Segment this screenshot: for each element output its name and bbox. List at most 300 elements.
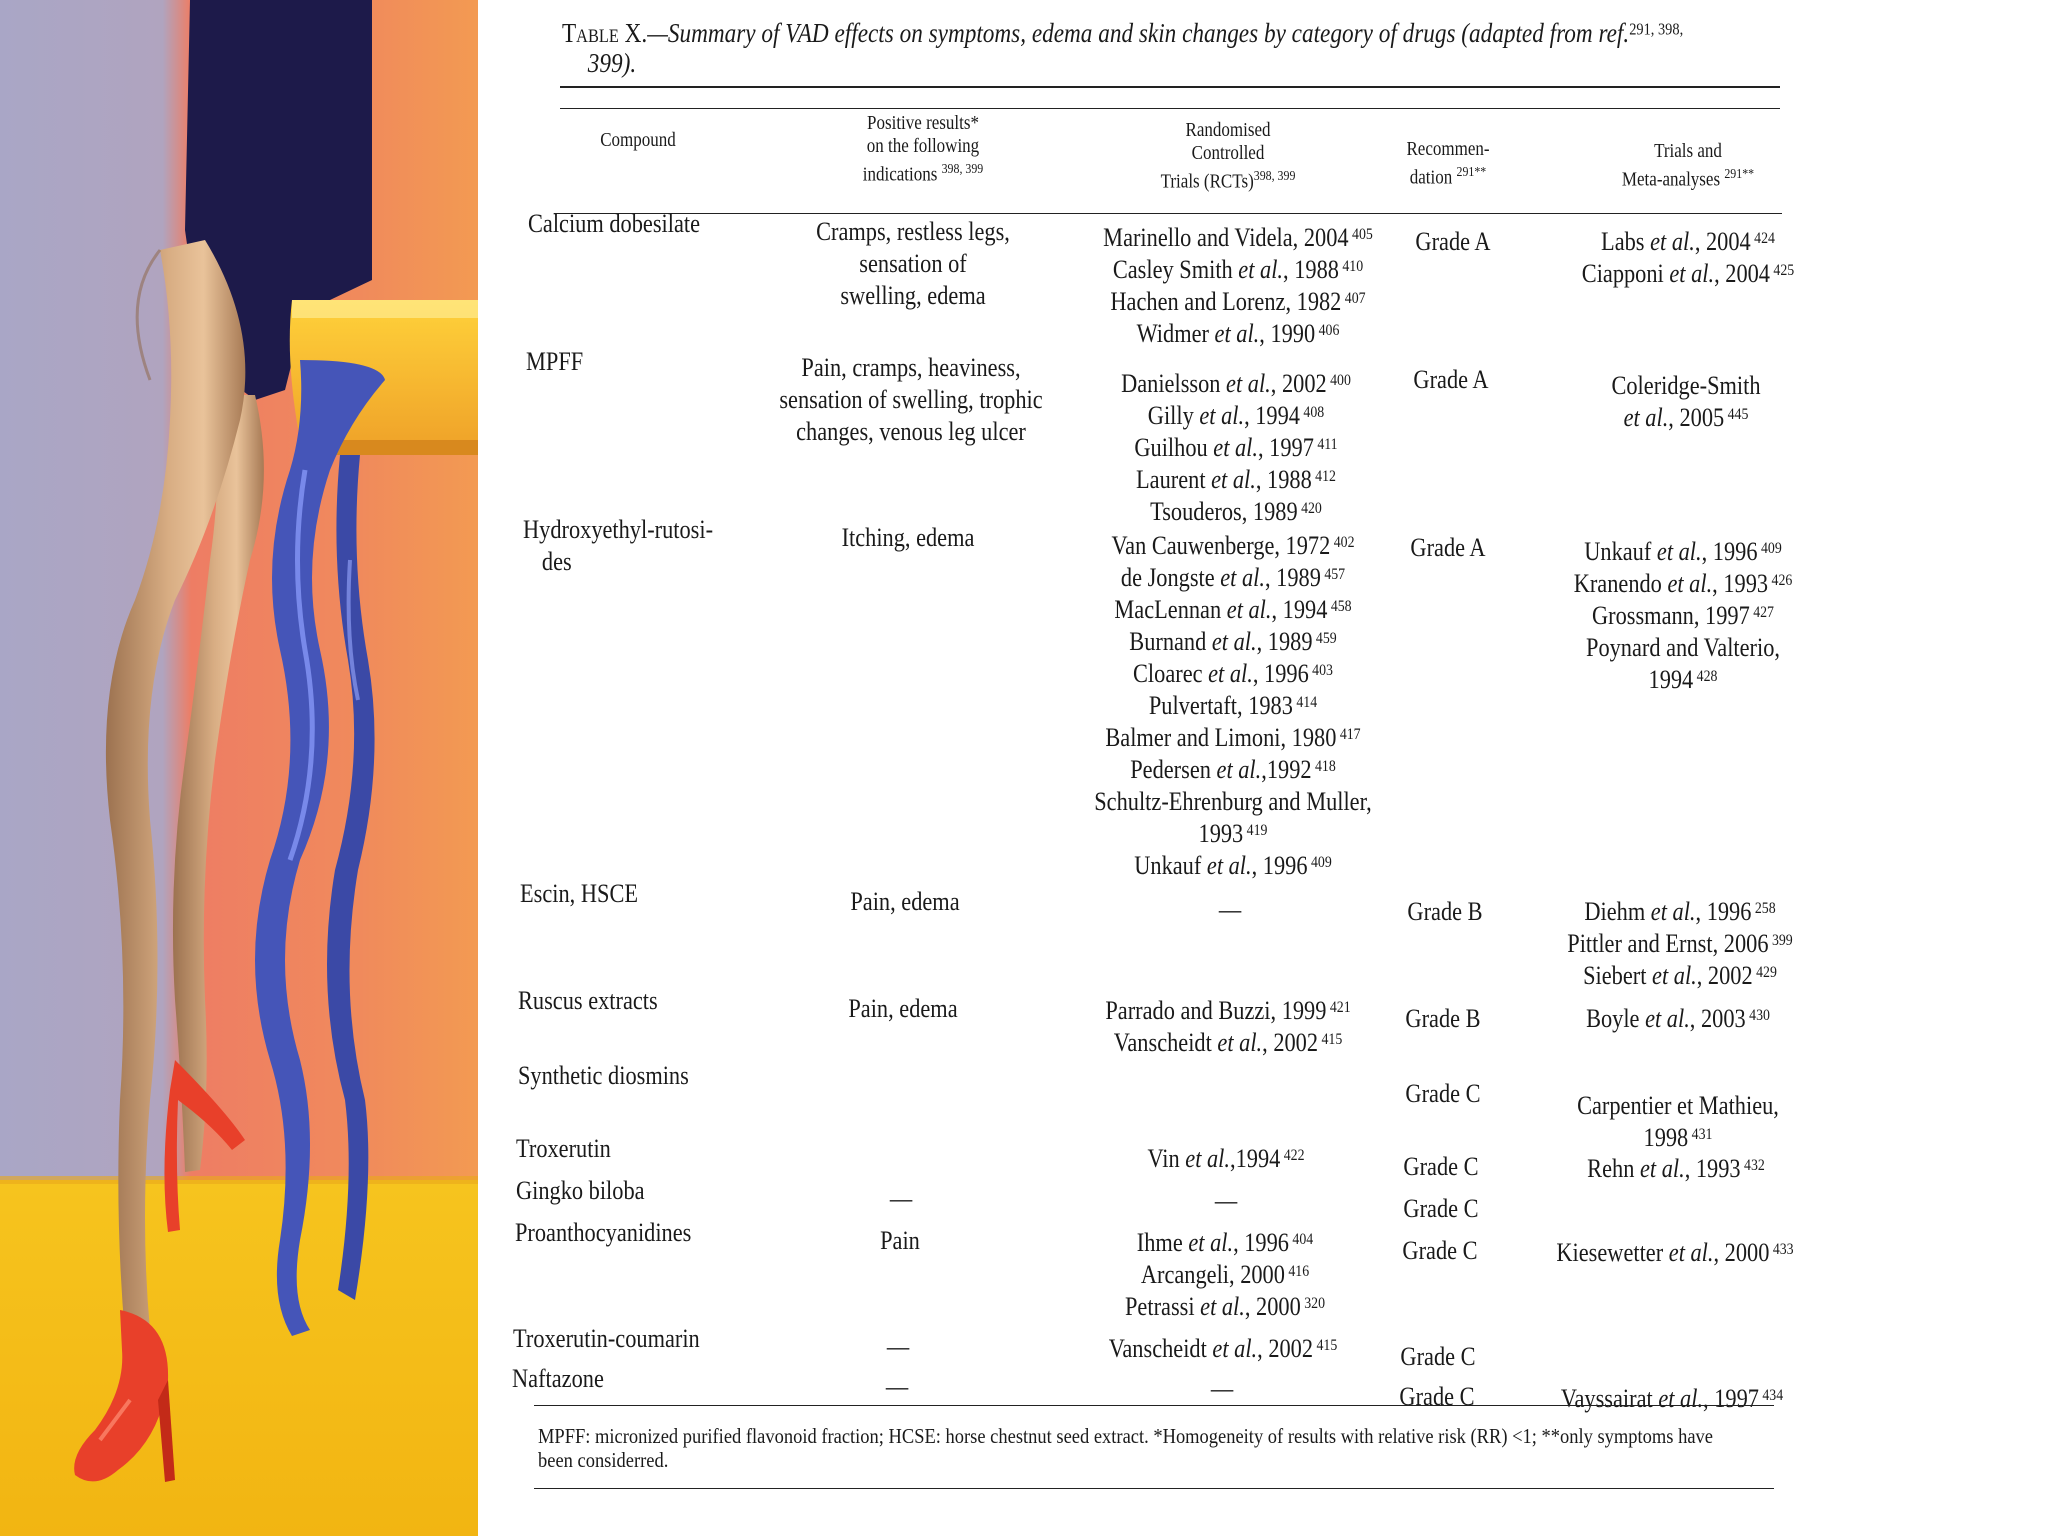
ref-author: — bbox=[1214, 1186, 1238, 1215]
table-footnote: MPFF: micronized purified flavonoid fraction; HCSE: horse chestnut seed extract. *Homogeneity of results with relative risk (RR) <1; **only symptoms have been considerred. bbox=[538, 1424, 1713, 1472]
ref-author: Pulvertaft bbox=[1148, 691, 1238, 720]
ref-etal: et al. bbox=[1208, 319, 1260, 348]
legs-and-table-artwork bbox=[0, 0, 478, 1536]
rct-cell bbox=[1061, 530, 1405, 882]
meta-entry bbox=[1508, 928, 1852, 960]
rcts-entry bbox=[1056, 995, 1400, 1027]
ref-etal: et al. bbox=[1663, 259, 1715, 288]
table-caption bbox=[562, 18, 2024, 78]
rct-cell bbox=[1054, 1143, 1398, 1175]
grade-value: Grade C bbox=[1403, 1152, 1479, 1181]
grade-cell bbox=[1371, 226, 1534, 258]
compound-cell bbox=[515, 1217, 692, 1249]
ref-ref: 419 bbox=[1246, 821, 1268, 839]
ref-etal: et al. bbox=[1179, 1144, 1230, 1173]
grade-value: Grade C bbox=[1399, 1382, 1475, 1411]
table-caption-tail: 399). bbox=[587, 48, 637, 78]
ref-ref: 416 bbox=[1288, 1262, 1310, 1280]
ref-year: , 1999 bbox=[1270, 996, 1327, 1025]
ref-author: Kiesewetter bbox=[1556, 1238, 1664, 1267]
ref-year: , 1993 bbox=[1684, 1154, 1741, 1183]
rcts-entry bbox=[1061, 658, 1405, 690]
indications-cell bbox=[769, 352, 1053, 448]
meta-entry bbox=[1511, 600, 1855, 632]
compound-name: Naftazone bbox=[512, 1364, 604, 1393]
ref-ref: 402 bbox=[1333, 533, 1355, 551]
rct-cell bbox=[1053, 1227, 1397, 1323]
ref-etal: et al. bbox=[1634, 1154, 1685, 1183]
indication-line: Pain, cramps, heaviness, bbox=[801, 353, 1021, 382]
ref-ref: 421 bbox=[1329, 998, 1351, 1016]
caption-rule bbox=[560, 86, 1780, 88]
ref-etal: et al. bbox=[1211, 1028, 1263, 1057]
rcts-entry bbox=[1051, 1333, 1395, 1365]
compound-name: MPFF bbox=[526, 347, 584, 376]
meta-entry bbox=[1508, 960, 1852, 992]
indications-cell bbox=[766, 522, 1050, 554]
table-caption-text: —Summary of VAD effects on symptoms, edema and skin changes by category of drugs (adapted from ref. bbox=[647, 18, 1630, 48]
ref-year: , 2002 bbox=[1262, 1028, 1319, 1057]
rct-cell bbox=[1064, 368, 1408, 528]
ref-year: , 2002 bbox=[1257, 1334, 1314, 1363]
ref-year: , 1990 bbox=[1259, 319, 1316, 348]
ref-ref: 429 bbox=[1756, 963, 1777, 981]
rcts-entry bbox=[1061, 690, 1405, 722]
ref-ref: 403 bbox=[1312, 661, 1333, 679]
ref-author: — bbox=[1210, 1374, 1234, 1403]
grade-cell bbox=[1358, 1235, 1521, 1267]
compound-cell bbox=[528, 208, 700, 240]
meta-entry bbox=[1511, 664, 1855, 696]
ref-ref: 400 bbox=[1330, 371, 1351, 389]
meta-entry bbox=[1506, 1003, 1850, 1035]
indications-cell bbox=[756, 1331, 1040, 1363]
ref-etal: et al. bbox=[1221, 595, 1272, 624]
ref-author: Poynard and Valterio, bbox=[1586, 633, 1780, 662]
ref-year: , 1983 bbox=[1237, 691, 1293, 720]
ref-year: , 1972 bbox=[1274, 531, 1331, 560]
ref-ref: 457 bbox=[1324, 565, 1346, 583]
header-recommendation: Recommen- dation $^{291**}$ bbox=[1406, 138, 1490, 189]
ref-author: Parrado and Buzzi bbox=[1105, 996, 1271, 1025]
ref-etal: et al. bbox=[1639, 1004, 1690, 1033]
meta-entry bbox=[1511, 632, 1855, 664]
ref-ref: 425 bbox=[1773, 261, 1795, 279]
ref-ref: 459 bbox=[1315, 629, 1337, 647]
ref-year: ,1992 bbox=[1261, 755, 1312, 784]
grade-cell bbox=[1359, 1151, 1522, 1183]
compound-name: Ruscus extracts bbox=[518, 986, 658, 1015]
ref-ref: 258 bbox=[1754, 899, 1776, 917]
compound-name-cont: des bbox=[541, 547, 572, 576]
ref-ref: 399 bbox=[1771, 931, 1793, 949]
ref-author: Balmer and Limoni bbox=[1105, 723, 1281, 752]
rcts-entry bbox=[1061, 818, 1405, 850]
ref-ref: 434 bbox=[1762, 1386, 1784, 1404]
ref-etal: et al. bbox=[1232, 255, 1284, 284]
meta-cell bbox=[1503, 1237, 1847, 1269]
rcts-entry bbox=[1061, 754, 1405, 786]
indication-line: — bbox=[889, 1184, 913, 1213]
rcts-entry bbox=[1064, 400, 1408, 432]
meta-cell bbox=[1504, 1153, 1848, 1185]
ref-ref: 409 bbox=[1760, 539, 1782, 557]
ref-year: , 1994 bbox=[1244, 401, 1300, 430]
ref-author: Kranendo bbox=[1573, 569, 1662, 598]
ref-author: Ciapponi bbox=[1581, 259, 1664, 288]
ref-year: , 1996 bbox=[1252, 659, 1309, 688]
ref-etal: et al. bbox=[1207, 433, 1258, 462]
meta-entry bbox=[1508, 896, 1852, 928]
indications-cell bbox=[763, 886, 1047, 918]
ref-author: Danielsson bbox=[1121, 369, 1221, 398]
indication-line: sensation of bbox=[859, 249, 967, 278]
decorative-illustration bbox=[0, 0, 478, 1536]
grade-cell bbox=[1355, 1381, 1518, 1413]
grade-value: Grade A bbox=[1413, 365, 1489, 394]
grade-cell bbox=[1369, 364, 1532, 396]
meta-entry bbox=[1514, 370, 1858, 402]
ref-year: , 1996 bbox=[1701, 537, 1758, 566]
rcts-entry bbox=[1061, 626, 1405, 658]
ref-author: Pittler and Ernst bbox=[1567, 929, 1713, 958]
header-positive-results: Positive results* on the following indications $^{398, 399}$ bbox=[862, 112, 984, 186]
ref-year: , 1989 bbox=[1264, 563, 1321, 592]
ref-etal: et al. bbox=[1205, 465, 1256, 494]
ref-author: Tsouderos bbox=[1150, 497, 1242, 526]
rct-cell bbox=[1054, 1185, 1398, 1217]
grade-cell bbox=[1366, 532, 1529, 564]
ref-year: , 2000 bbox=[1229, 1260, 1285, 1289]
compound-name: Calcium dobesilate bbox=[528, 209, 701, 238]
ref-etal: et al. bbox=[1651, 537, 1702, 566]
indication-line: Cramps, restless legs, bbox=[816, 217, 1010, 246]
grade-value: Grade A bbox=[1410, 533, 1486, 562]
ref-year: , 1996 bbox=[1251, 851, 1308, 880]
table-caption-refs: 291, 398, bbox=[1629, 19, 1684, 39]
ref-year: , 1997 bbox=[1693, 601, 1750, 630]
grade-value: Grade B bbox=[1405, 1004, 1481, 1033]
indications-cell bbox=[758, 1225, 1042, 1257]
ref-year: , 1982 bbox=[1285, 287, 1342, 316]
header-top-rule bbox=[560, 108, 1780, 109]
rcts-entry bbox=[1053, 1227, 1397, 1259]
ref-etal: et al. bbox=[1193, 401, 1245, 430]
ref-author: Laurent bbox=[1136, 465, 1206, 494]
rcts-entry bbox=[1061, 850, 1405, 882]
meta-cell bbox=[1508, 896, 1852, 992]
ref-author: Guilhou bbox=[1134, 433, 1208, 462]
ref-etal: et al. bbox=[1645, 897, 1696, 926]
ref-ref: 415 bbox=[1321, 1030, 1343, 1048]
ref-author: Van Cauwenberge bbox=[1111, 531, 1275, 560]
ref-etal: et al. bbox=[1194, 1292, 1245, 1321]
rcts-entry bbox=[1064, 464, 1408, 496]
rcts-entry bbox=[1053, 1259, 1397, 1291]
ref-ref: 410 bbox=[1342, 257, 1364, 275]
rcts-entry bbox=[1066, 222, 1410, 254]
ref-author: Gilly bbox=[1147, 401, 1194, 430]
ref-etal: et al. bbox=[1202, 659, 1253, 688]
ref-author: Labs bbox=[1601, 227, 1645, 256]
ref-author: Casley Smith bbox=[1112, 255, 1233, 284]
ref-year: 1994 bbox=[1648, 665, 1694, 694]
ref-author: Boyle bbox=[1586, 1004, 1640, 1033]
meta-cell bbox=[1516, 226, 1860, 290]
rcts-entry bbox=[1058, 894, 1402, 926]
indication-line: — bbox=[886, 1332, 910, 1361]
compound-cell bbox=[518, 985, 690, 1017]
ref-year: , 2004 bbox=[1292, 223, 1349, 252]
ref-year: , 2002 bbox=[1696, 961, 1753, 990]
grade-cell bbox=[1363, 896, 1526, 928]
ref-author: Petrassi bbox=[1124, 1292, 1195, 1321]
ref-author: Arcangeli bbox=[1140, 1260, 1230, 1289]
ref-ref: 445 bbox=[1727, 405, 1749, 423]
ref-author: Schultz-Ehrenburg and Muller, bbox=[1094, 787, 1372, 816]
compound-cell bbox=[516, 1133, 688, 1165]
rcts-entry bbox=[1064, 368, 1408, 400]
ref-author: Vanscheidt bbox=[1108, 1334, 1207, 1363]
table-page bbox=[478, 0, 2048, 1536]
rcts-entry bbox=[1064, 496, 1408, 528]
rcts-entry bbox=[1061, 722, 1405, 754]
grade-cell bbox=[1361, 1078, 1524, 1110]
compound-cell bbox=[516, 1175, 688, 1207]
rcts-entry bbox=[1050, 1373, 1394, 1405]
meta-entry bbox=[1516, 258, 1860, 290]
ref-author: Widmer bbox=[1136, 319, 1209, 348]
compound-name: Escin, HSCE bbox=[520, 879, 639, 908]
ref-year: , 2004 bbox=[1714, 259, 1770, 288]
ref-author: Vin bbox=[1147, 1144, 1180, 1173]
grade-value: Grade C bbox=[1405, 1079, 1481, 1108]
ref-ref: 408 bbox=[1303, 403, 1325, 421]
grade-value: Grade A bbox=[1415, 227, 1491, 256]
grade-value: Grade C bbox=[1402, 1236, 1478, 1265]
compound-cell bbox=[523, 514, 714, 578]
compound-name: Troxerutin-coumarin bbox=[513, 1324, 700, 1353]
indication-line: Pain, edema bbox=[848, 994, 958, 1023]
compound-cell bbox=[518, 1060, 690, 1092]
ref-author: Diehm bbox=[1584, 897, 1646, 926]
ref-etal: et al. bbox=[1206, 627, 1257, 656]
meta-cell bbox=[1511, 536, 1855, 696]
ref-author: de Jongste bbox=[1120, 563, 1215, 592]
rct-cell bbox=[1051, 1333, 1395, 1365]
rcts-entry bbox=[1064, 432, 1408, 464]
ref-ref: 409 bbox=[1310, 853, 1332, 871]
ref-ref: 427 bbox=[1753, 603, 1774, 621]
ref-author: Carpentier et Mathieu, bbox=[1577, 1091, 1779, 1120]
ref-author: Burnand bbox=[1129, 627, 1207, 656]
ref-ref: 406 bbox=[1318, 321, 1340, 339]
ref-ref: 431 bbox=[1691, 1125, 1713, 1143]
ref-author: Vayssairat bbox=[1560, 1384, 1653, 1413]
footnote-rule bbox=[534, 1488, 1774, 1489]
ref-author: Ihme bbox=[1136, 1228, 1183, 1257]
compound-name: Gingko biloba bbox=[516, 1176, 645, 1205]
compound-name: Proanthocyanidines bbox=[515, 1218, 692, 1247]
ref-etal: et al. bbox=[1210, 755, 1262, 784]
indication-line: — bbox=[885, 1372, 909, 1401]
header-bottom-rule bbox=[554, 213, 1782, 214]
ref-author: Grossmann bbox=[1592, 601, 1694, 630]
indication-line: swelling, edema bbox=[840, 281, 986, 310]
ref-year: , 2003 bbox=[1689, 1004, 1746, 1033]
ref-ref: 404 bbox=[1292, 1230, 1314, 1248]
meta-entry bbox=[1511, 536, 1855, 568]
ref-year: , 2006 bbox=[1712, 929, 1769, 958]
rcts-entry bbox=[1054, 1185, 1398, 1217]
rcts-entry bbox=[1061, 562, 1405, 594]
ref-ref: 432 bbox=[1744, 1156, 1765, 1174]
meta-cell bbox=[1514, 370, 1858, 434]
indications-cell bbox=[771, 216, 1055, 312]
ref-year: , 2005 bbox=[1668, 403, 1725, 432]
ref-ref: 430 bbox=[1749, 1006, 1770, 1024]
ref-author: Unkauf bbox=[1134, 851, 1202, 880]
grade-cell bbox=[1356, 1341, 1519, 1373]
ref-author: Vanscheidt bbox=[1113, 1028, 1212, 1057]
ref-ref: 422 bbox=[1283, 1146, 1305, 1164]
ref-author: Siebert bbox=[1583, 961, 1647, 990]
meta-cell bbox=[1500, 1383, 1844, 1415]
ref-ref: 407 bbox=[1344, 289, 1366, 307]
indication-line: changes, venous leg ulcer bbox=[796, 417, 1026, 446]
ref-etal: et al. bbox=[1214, 563, 1265, 592]
rct-cell bbox=[1066, 222, 1410, 350]
compound-name: Synthetic diosmins bbox=[518, 1061, 689, 1090]
ref-year: , 2000 bbox=[1244, 1292, 1301, 1321]
ref-ref: 414 bbox=[1296, 693, 1318, 711]
ref-author: Rehn bbox=[1587, 1154, 1635, 1183]
compound-cell bbox=[520, 878, 692, 910]
compound-cell bbox=[512, 1363, 684, 1395]
indications-cell bbox=[761, 993, 1045, 1025]
indication-line: Pain bbox=[880, 1226, 920, 1255]
indication-line: sensation of swelling, trophic bbox=[779, 385, 1043, 414]
indication-line: Itching, edema bbox=[841, 523, 975, 552]
ref-ref: 420 bbox=[1301, 499, 1322, 517]
grade-value: Grade C bbox=[1403, 1194, 1479, 1223]
ref-etal: et al. bbox=[1623, 403, 1669, 432]
ref-year: , 1996 bbox=[1695, 897, 1752, 926]
ref-ref: 418 bbox=[1314, 757, 1336, 775]
meta-entry bbox=[1514, 402, 1858, 434]
header-meta-analyses: Trials and Meta-analyses $^{291**}$ bbox=[1621, 140, 1755, 191]
ref-ref: 412 bbox=[1315, 467, 1336, 485]
ref-author: Unkauf bbox=[1584, 537, 1652, 566]
ref-etal: et al. bbox=[1220, 369, 1271, 398]
compound-cell bbox=[526, 346, 698, 378]
ref-author: Hachen and Lorenz bbox=[1110, 287, 1286, 316]
meta-entry bbox=[1511, 568, 1855, 600]
meta-entry bbox=[1506, 1090, 1850, 1122]
rcts-entry bbox=[1061, 530, 1405, 562]
ref-ref: 415 bbox=[1316, 1336, 1338, 1354]
ref-year: , 2000 bbox=[1713, 1238, 1770, 1267]
ref-year: , 1993 bbox=[1712, 569, 1769, 598]
ref-etal: et al. bbox=[1644, 227, 1695, 256]
ref-year: , 2002 bbox=[1270, 369, 1327, 398]
meta-entry bbox=[1516, 226, 1860, 258]
rcts-entry bbox=[1066, 318, 1410, 350]
ref-year: 1998 bbox=[1643, 1123, 1689, 1152]
compound-name: Hydroxyethyl-rutosi- bbox=[523, 515, 714, 544]
meta-cell bbox=[1506, 1003, 1850, 1035]
header-compound: Compound bbox=[600, 129, 676, 151]
ref-ref: 405 bbox=[1352, 225, 1373, 243]
ref-year: 1993 bbox=[1198, 819, 1244, 848]
ref-ref: 458 bbox=[1330, 597, 1352, 615]
grade-cell bbox=[1361, 1003, 1524, 1035]
ref-etal: et al. bbox=[1661, 569, 1713, 598]
meta-cell bbox=[1506, 1090, 1850, 1154]
grade-cell bbox=[1359, 1193, 1522, 1225]
ref-year: ,1994 bbox=[1229, 1144, 1281, 1173]
ref-etal: et al. bbox=[1206, 1334, 1258, 1363]
rcts-entry bbox=[1061, 786, 1405, 818]
ref-author: Coleridge-Smith bbox=[1611, 371, 1761, 400]
ref-author: Cloarec bbox=[1133, 659, 1203, 688]
indications-cell bbox=[759, 1183, 1043, 1215]
ref-author: Marinello and Videla bbox=[1103, 223, 1293, 252]
rct-cell bbox=[1050, 1373, 1394, 1405]
rcts-entry bbox=[1054, 1143, 1398, 1175]
ref-author: MacLennan bbox=[1114, 595, 1222, 624]
ref-ref: 433 bbox=[1772, 1240, 1794, 1258]
rcts-entry bbox=[1056, 1027, 1400, 1059]
ref-etal: et al. bbox=[1646, 961, 1697, 990]
ref-ref: 424 bbox=[1754, 229, 1775, 247]
ref-year: , 1988 bbox=[1283, 255, 1339, 284]
ref-etal: et al. bbox=[1652, 1384, 1704, 1413]
ref-year: , 1997 bbox=[1257, 433, 1314, 462]
ref-year: , 1996 bbox=[1233, 1228, 1289, 1257]
indication-line: Pain, edema bbox=[850, 887, 960, 916]
meta-entry bbox=[1500, 1383, 1844, 1415]
rcts-entry bbox=[1061, 594, 1405, 626]
grade-value: Grade B bbox=[1407, 897, 1483, 926]
rcts-entry bbox=[1066, 254, 1410, 286]
ref-ref: 320 bbox=[1304, 1294, 1326, 1312]
ref-ref: 411 bbox=[1317, 435, 1338, 453]
ref-etal: et al. bbox=[1182, 1228, 1234, 1257]
rcts-entry bbox=[1066, 286, 1410, 318]
ref-ref: 426 bbox=[1771, 571, 1793, 589]
ref-etal: et al. bbox=[1663, 1238, 1714, 1267]
ref-year: , 2004 bbox=[1694, 227, 1751, 256]
meta-entry bbox=[1503, 1237, 1847, 1269]
table-bottom-rule bbox=[534, 1405, 1774, 1406]
ref-year: , 1989 bbox=[1241, 497, 1298, 526]
rcts-entry bbox=[1053, 1291, 1397, 1323]
ref-year: , 1988 bbox=[1255, 465, 1312, 494]
indications-cell bbox=[755, 1371, 1039, 1403]
ref-year: , 1994 bbox=[1271, 595, 1328, 624]
ref-year: , 1997 bbox=[1703, 1384, 1759, 1413]
ref-year: , 1980 bbox=[1280, 723, 1337, 752]
ref-year: , 1989 bbox=[1256, 627, 1313, 656]
table-caption-label: Table X. bbox=[562, 18, 648, 48]
ref-ref: 428 bbox=[1696, 667, 1718, 685]
grade-value: Grade C bbox=[1400, 1342, 1476, 1371]
meta-entry bbox=[1504, 1153, 1848, 1185]
meta-entry bbox=[1506, 1122, 1850, 1154]
header-rcts: Randomised Controlled Trials (RCTs)$^{398, 399}$ bbox=[1160, 119, 1296, 193]
compound-name: Troxerutin bbox=[516, 1134, 611, 1163]
